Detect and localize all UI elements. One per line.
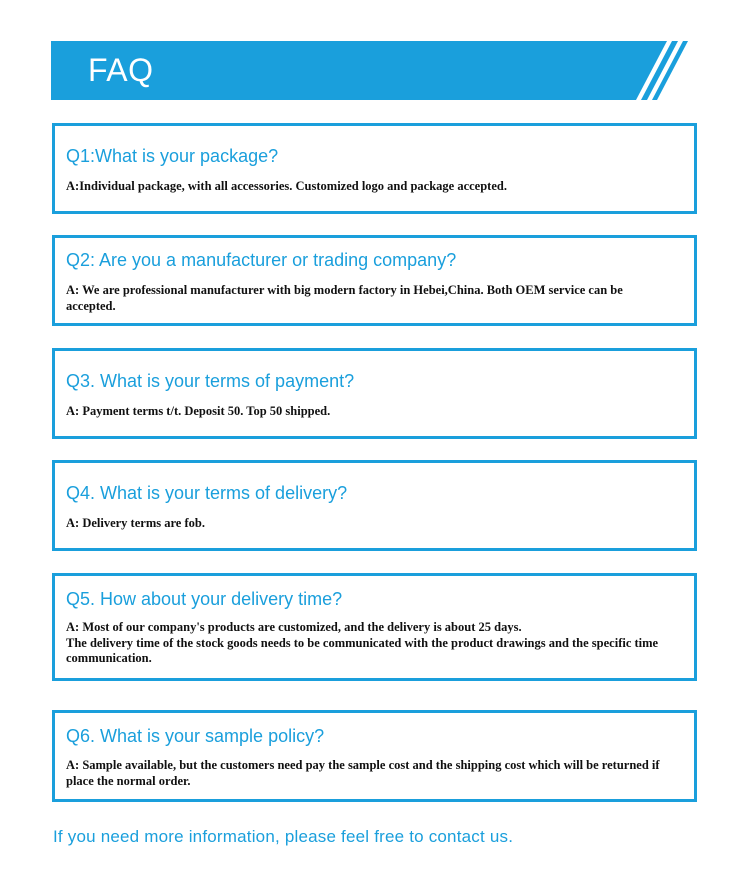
faq-question: Q1:What is your package? <box>66 146 279 166</box>
faq-item-1 <box>52 123 697 214</box>
faq-item-2 <box>52 235 697 326</box>
faq-question: Q3. What is your terms of payment? <box>66 371 355 391</box>
faq-item-4 <box>52 460 697 551</box>
faq-question: Q4. What is your terms of delivery? <box>66 483 348 503</box>
faq-question: Q5. How about your delivery time? <box>66 589 343 609</box>
faq-item-3 <box>52 348 697 439</box>
faq-answer: A: Delivery terms are fob. <box>66 516 205 530</box>
faq-header-banner <box>51 41 688 100</box>
faq-answer: A:Individual package, with all accessories. Customized logo and package accepted. <box>66 179 507 193</box>
faq-answer: A: Payment terms t/t. Deposit 50. Top 50 shipped. <box>66 404 331 418</box>
faq-answer: A: We are professional manufacturer with big modern factory in Hebei,China. Both OEM service can be accepted. <box>66 283 623 313</box>
faq-answer: A: Most of our company's products are customized, and the delivery is about 25 days. The delivery time of the stock goods needs to be communicated with the product drawings and the specific time communication. <box>66 620 659 665</box>
faq-question: Q6. What is your sample policy? <box>66 726 325 746</box>
faq-question: Q2: Are you a manufacturer or trading company? <box>66 250 457 270</box>
page-title: FAQ <box>88 52 154 88</box>
faq-item-6 <box>52 710 697 802</box>
faq-answer: A: Sample available, but the customers need pay the sample cost and the shipping cost which will be returned if place the normal order. <box>66 758 660 788</box>
faq-item-5 <box>52 573 697 681</box>
contact-footer-text: If you need more information, please feel free to contact us. <box>53 827 514 846</box>
